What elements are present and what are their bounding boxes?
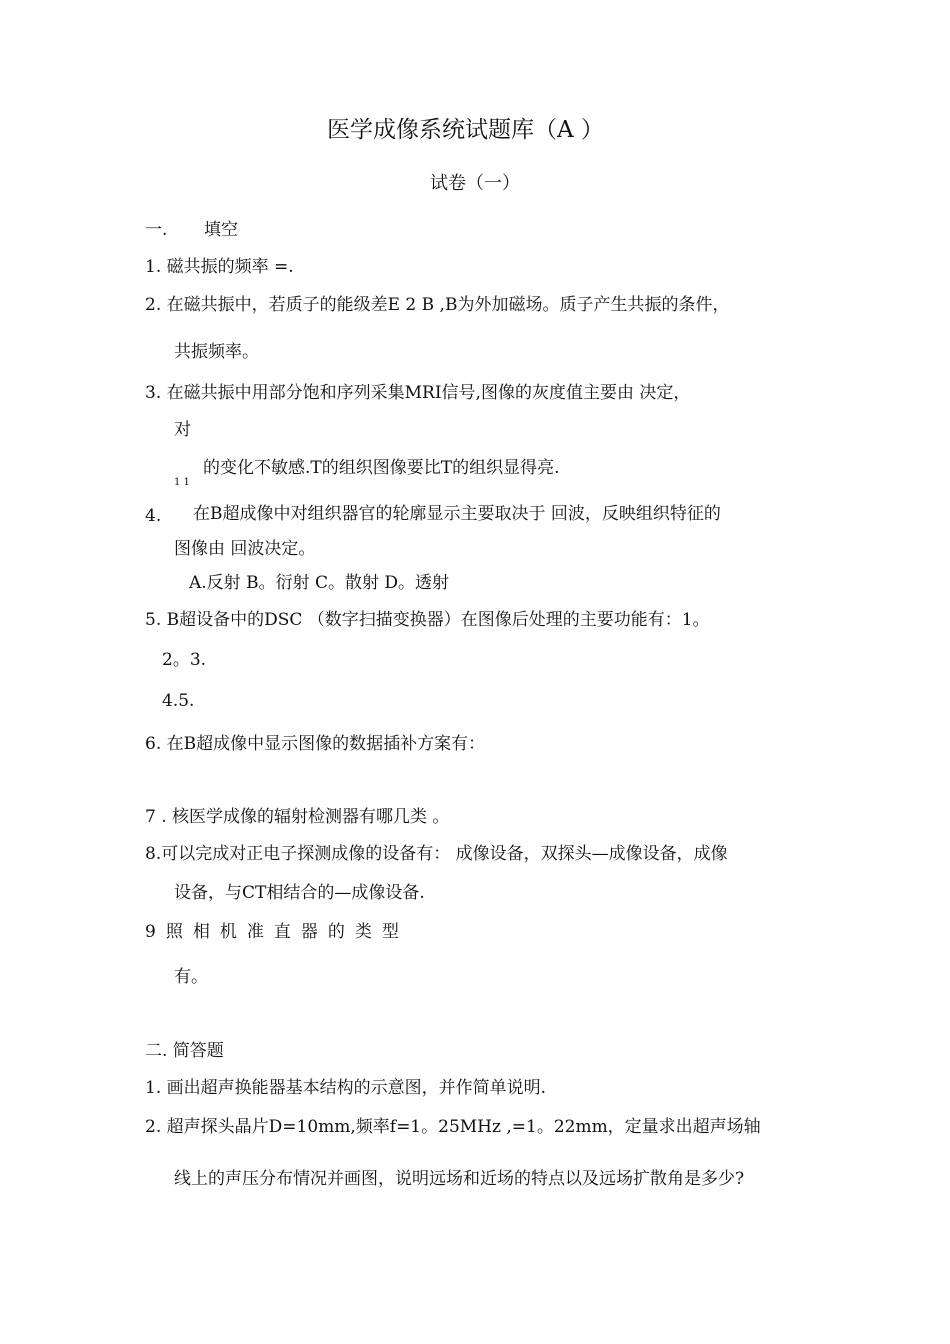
section2-heading: 二. 简答题: [145, 1041, 224, 1061]
question-1: 1. 磁共振的频率 =.: [145, 257, 294, 277]
question-6: 6. 在B超成像中显示图像的数据插补方案有：: [145, 734, 486, 754]
question-8-line-1: 8.可以完成对正电子探测成像的设备有： 成像设备，双探头—成像设备，成像: [145, 844, 728, 864]
question-3-line-1: 3. 在磁共振中用部分饱和序列采集MRI信号,图像的灰度值主要由 决定，: [145, 383, 691, 403]
section1-number: 一.: [145, 220, 168, 240]
short-answer-question-1: 1. 画出超声换能器基本结构的示意图，并作简单说明.: [145, 1078, 547, 1098]
question-5-line-3: 4.5.: [162, 691, 195, 711]
question-2-line-1: 2. 在磁共振中，若质子的能级差E 2 B ,B为外加磁场。质子产生共振的条件，: [145, 295, 730, 315]
question-4-line-1: 在B超成像中对组织器官的轮廓显示主要取决于 回波，反映组织特征的: [193, 504, 721, 524]
short-answer-question-2-line-2: 线上的声压分布情况并画图，说明远场和近场的特点以及远场扩散角是多少?: [174, 1169, 745, 1189]
question-9-line-2: 有。: [174, 967, 208, 987]
question-5-line-2: 2。3.: [162, 650, 207, 670]
question-3-line-3: 的变化不敏感.T的组织图像要比T的组织显得亮.: [203, 458, 560, 478]
exam-subtitle: 试卷（一）: [430, 173, 520, 194]
question-4-line-2: 图像由 回波决定。: [174, 539, 316, 559]
question-5-line-1: 5. B超设备中的DSC （数字扫描变换器）在图像后处理的主要功能有：1。: [145, 610, 710, 630]
question-3-line-2: 对: [174, 420, 191, 440]
question-2-line-2: 共振频率。: [174, 342, 259, 362]
short-answer-question-2-line-1: 2. 超声探头晶片D=10mm,频率f=1。25MHz ,=1。22mm，定量求出超声场轴: [145, 1117, 761, 1137]
question-4-options: A.反射 B。衍射 C。散射 D。透射: [189, 573, 450, 593]
question-3-subscript: 1 1: [174, 477, 190, 488]
question-4-number: 4.: [145, 506, 162, 526]
question-9-line-1: 9照相机准直器的类型: [145, 922, 409, 942]
question-7: 7 . 核医学成像的辐射检测器有哪几类 。: [145, 807, 450, 827]
page-title: 医学成像系统试题库（A ）: [327, 117, 604, 143]
question-8-line-2: 设备，与CT相结合的—成像设备.: [174, 883, 425, 903]
section1-heading: 填空: [204, 220, 238, 240]
